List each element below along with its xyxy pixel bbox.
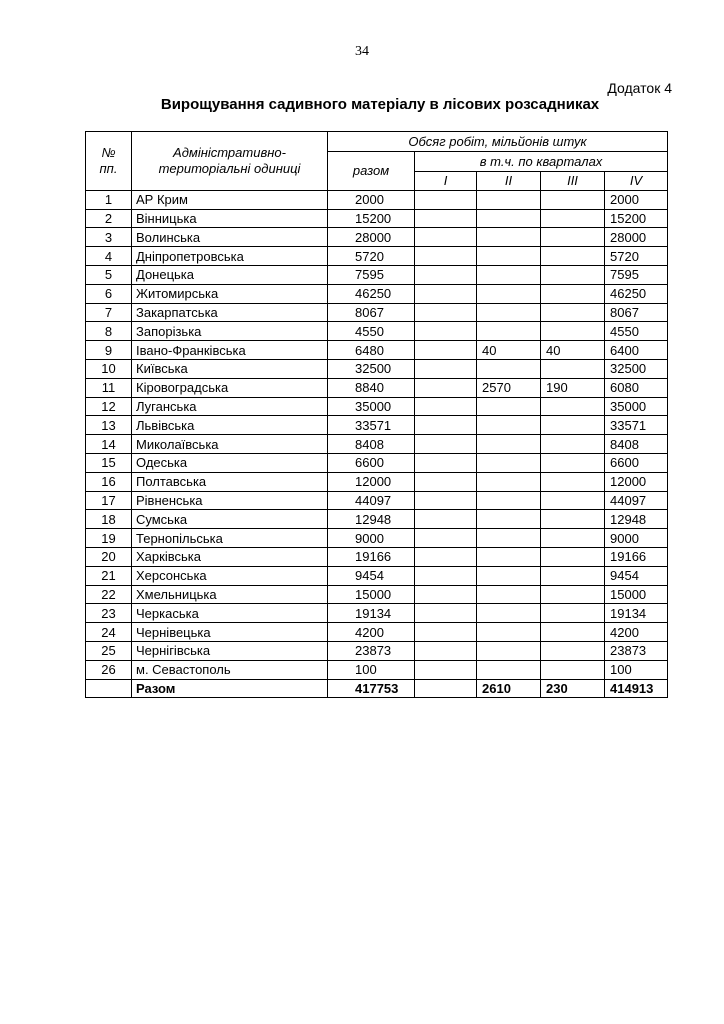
table-row: [86, 547, 668, 566]
cell-q2: [477, 416, 541, 435]
cell-q1: [415, 510, 477, 529]
cell-num: 17: [86, 491, 132, 510]
cell-q2: [477, 660, 541, 679]
cell-region: Сумська: [132, 510, 328, 529]
cell-q4: 33571: [605, 416, 668, 435]
cell-q2: [477, 209, 541, 228]
appendix-label: Додаток 4: [607, 80, 672, 96]
header-q4: IV: [605, 172, 668, 191]
table-row: [86, 359, 668, 378]
table-row: [86, 453, 668, 472]
cell-q3: [541, 322, 605, 341]
cell-q3: [541, 641, 605, 660]
table-row: [86, 623, 668, 642]
cell-q2: [477, 510, 541, 529]
cell-q4: 8408: [605, 435, 668, 454]
cell-total: 4550: [328, 322, 415, 341]
cell-q3: [541, 435, 605, 454]
cell-q1: [415, 435, 477, 454]
cell-q3: [541, 416, 605, 435]
document-title: Вирощування садивного матеріалу в лісових розсадниках: [160, 96, 600, 113]
cell-region: АР Крим: [132, 190, 328, 209]
header-volume: Обсяг робіт, мільйонів штук: [328, 132, 668, 152]
cell-region: Тернопільська: [132, 529, 328, 548]
cell-q3: [541, 585, 605, 604]
cell-num: 3: [86, 228, 132, 247]
cell-q4: 100: [605, 660, 668, 679]
cell-q3: [541, 660, 605, 679]
cell-num: 14: [86, 435, 132, 454]
cell-q3: [541, 209, 605, 228]
cell-q2: [477, 585, 541, 604]
cell-region: Разом: [132, 679, 328, 698]
cell-q4: 5720: [605, 247, 668, 266]
cell-total: 35000: [328, 397, 415, 416]
cell-q1: [415, 566, 477, 585]
cell-region: Рівненська: [132, 491, 328, 510]
cell-q2: [477, 284, 541, 303]
cell-q1: [415, 641, 477, 660]
cell-q2: [477, 529, 541, 548]
cell-region: Донецька: [132, 265, 328, 284]
cell-total: 46250: [328, 284, 415, 303]
table-row: [86, 604, 668, 623]
cell-q3: [541, 190, 605, 209]
table-row: [86, 566, 668, 585]
cell-q3: [541, 510, 605, 529]
header-num: № пп.: [86, 132, 132, 191]
cell-q1: [415, 284, 477, 303]
table-row: [86, 585, 668, 604]
cell-total: 8067: [328, 303, 415, 322]
cell-region: Запорізька: [132, 322, 328, 341]
cell-total: 33571: [328, 416, 415, 435]
cell-q3: [541, 623, 605, 642]
cell-q3: 190: [541, 378, 605, 397]
cell-q1: [415, 585, 477, 604]
header-total: разом: [328, 152, 415, 191]
cell-q4: 19166: [605, 547, 668, 566]
cell-num: 22: [86, 585, 132, 604]
table-body: [86, 190, 668, 698]
cell-q2: [477, 435, 541, 454]
cell-q2: [477, 623, 541, 642]
cell-num: 13: [86, 416, 132, 435]
cell-q1: [415, 359, 477, 378]
cell-total: 100: [328, 660, 415, 679]
cell-region: м. Севастополь: [132, 660, 328, 679]
cell-num: [86, 679, 132, 698]
cell-region: Миколаївська: [132, 435, 328, 454]
cell-q4: 15200: [605, 209, 668, 228]
cell-num: 8: [86, 322, 132, 341]
cell-q1: [415, 303, 477, 322]
cell-q4: 15000: [605, 585, 668, 604]
table-row: [86, 247, 668, 266]
cell-total: 7595: [328, 265, 415, 284]
table-row: [86, 265, 668, 284]
cell-q2: [477, 303, 541, 322]
cell-q1: [415, 472, 477, 491]
cell-num: 4: [86, 247, 132, 266]
cell-num: 7: [86, 303, 132, 322]
cell-total: 8408: [328, 435, 415, 454]
cell-total: 9454: [328, 566, 415, 585]
cell-q1: [415, 679, 477, 698]
cell-total: 44097: [328, 491, 415, 510]
cell-total: 8840: [328, 378, 415, 397]
cell-q4: 6600: [605, 453, 668, 472]
cell-num: 9: [86, 341, 132, 360]
cell-region: Полтавська: [132, 472, 328, 491]
data-table: [85, 131, 668, 698]
cell-q4: 9454: [605, 566, 668, 585]
cell-q3: [541, 491, 605, 510]
cell-q2: 40: [477, 341, 541, 360]
table-row: [86, 284, 668, 303]
cell-num: 24: [86, 623, 132, 642]
cell-total: 12948: [328, 510, 415, 529]
table-row: [86, 660, 668, 679]
cell-num: 15: [86, 453, 132, 472]
cell-q4: 12000: [605, 472, 668, 491]
cell-q2: [477, 453, 541, 472]
cell-region: Одеська: [132, 453, 328, 472]
cell-q3: [541, 359, 605, 378]
cell-q3: 40: [541, 341, 605, 360]
cell-region: Чернігівська: [132, 641, 328, 660]
cell-q2: [477, 228, 541, 247]
summary-row: [86, 679, 668, 698]
cell-total: 2000: [328, 190, 415, 209]
table-row: [86, 397, 668, 416]
cell-q1: [415, 228, 477, 247]
header-q3: III: [541, 172, 605, 191]
cell-total: 28000: [328, 228, 415, 247]
cell-num: 20: [86, 547, 132, 566]
cell-total: 5720: [328, 247, 415, 266]
cell-total: 32500: [328, 359, 415, 378]
cell-q1: [415, 265, 477, 284]
cell-q2: [477, 397, 541, 416]
cell-q3: [541, 397, 605, 416]
cell-num: 18: [86, 510, 132, 529]
cell-q1: [415, 529, 477, 548]
table-row: [86, 529, 668, 548]
cell-total: 23873: [328, 641, 415, 660]
cell-region: Чернівецька: [132, 623, 328, 642]
cell-q2: 2570: [477, 378, 541, 397]
cell-region: Київська: [132, 359, 328, 378]
cell-q2: [477, 547, 541, 566]
cell-region: Луганська: [132, 397, 328, 416]
cell-region: Черкаська: [132, 604, 328, 623]
cell-q2: [477, 190, 541, 209]
cell-num: 23: [86, 604, 132, 623]
cell-num: 12: [86, 397, 132, 416]
cell-region: Вінницька: [132, 209, 328, 228]
cell-region: Івано-Франківська: [132, 341, 328, 360]
cell-num: 25: [86, 641, 132, 660]
cell-num: 16: [86, 472, 132, 491]
cell-q3: 230: [541, 679, 605, 698]
cell-num: 1: [86, 190, 132, 209]
table-row: [86, 472, 668, 491]
cell-total: 6480: [328, 341, 415, 360]
cell-q4: 414913: [605, 679, 668, 698]
table-row: [86, 228, 668, 247]
cell-total: 19134: [328, 604, 415, 623]
cell-q1: [415, 547, 477, 566]
cell-q1: [415, 247, 477, 266]
header-q1: I: [415, 172, 477, 191]
cell-num: 2: [86, 209, 132, 228]
cell-q2: 2610: [477, 679, 541, 698]
cell-q2: [477, 265, 541, 284]
cell-total: 12000: [328, 472, 415, 491]
table-row: [86, 416, 668, 435]
cell-q2: [477, 604, 541, 623]
cell-q2: [477, 472, 541, 491]
cell-q1: [415, 322, 477, 341]
cell-q1: [415, 378, 477, 397]
cell-q3: [541, 547, 605, 566]
cell-q4: 12948: [605, 510, 668, 529]
cell-q3: [541, 284, 605, 303]
cell-q4: 8067: [605, 303, 668, 322]
cell-region: Дніпропетровська: [132, 247, 328, 266]
cell-q1: [415, 604, 477, 623]
table-row: [86, 303, 668, 322]
table-row: [86, 435, 668, 454]
cell-num: 5: [86, 265, 132, 284]
cell-q1: [415, 190, 477, 209]
cell-region: Волинська: [132, 228, 328, 247]
cell-q3: [541, 303, 605, 322]
cell-q4: 19134: [605, 604, 668, 623]
cell-total: 9000: [328, 529, 415, 548]
cell-q4: 4200: [605, 623, 668, 642]
cell-num: 6: [86, 284, 132, 303]
cell-q4: 6080: [605, 378, 668, 397]
cell-num: 21: [86, 566, 132, 585]
cell-region: Херсонська: [132, 566, 328, 585]
cell-total: 19166: [328, 547, 415, 566]
cell-total: 6600: [328, 453, 415, 472]
cell-q4: 46250: [605, 284, 668, 303]
cell-q1: [415, 397, 477, 416]
cell-q4: 4550: [605, 322, 668, 341]
cell-q3: [541, 247, 605, 266]
cell-region: Харківська: [132, 547, 328, 566]
cell-q2: [477, 247, 541, 266]
cell-q4: 23873: [605, 641, 668, 660]
cell-q3: [541, 566, 605, 585]
cell-q2: [477, 641, 541, 660]
cell-total: 417753: [328, 679, 415, 698]
cell-q4: 6400: [605, 341, 668, 360]
table-row: [86, 209, 668, 228]
cell-q1: [415, 491, 477, 510]
cell-q2: [477, 322, 541, 341]
cell-q1: [415, 341, 477, 360]
cell-q4: 32500: [605, 359, 668, 378]
cell-q2: [477, 491, 541, 510]
cell-q3: [541, 472, 605, 491]
cell-total: 15200: [328, 209, 415, 228]
cell-region: Львівська: [132, 416, 328, 435]
table-row: [86, 641, 668, 660]
cell-total: 4200: [328, 623, 415, 642]
cell-q1: [415, 660, 477, 679]
cell-q3: [541, 228, 605, 247]
cell-q1: [415, 623, 477, 642]
cell-q3: [541, 529, 605, 548]
header-quarters-group: в т.ч. по кварталах: [415, 152, 668, 172]
table-row: [86, 190, 668, 209]
cell-q4: 28000: [605, 228, 668, 247]
cell-num: 10: [86, 359, 132, 378]
cell-region: Кіровоградська: [132, 378, 328, 397]
cell-q3: [541, 604, 605, 623]
cell-q2: [477, 566, 541, 585]
table-row: [86, 491, 668, 510]
cell-region: Хмельницька: [132, 585, 328, 604]
cell-q2: [477, 359, 541, 378]
cell-region: Закарпатська: [132, 303, 328, 322]
cell-q4: 2000: [605, 190, 668, 209]
header-q2: II: [477, 172, 541, 191]
cell-q4: 44097: [605, 491, 668, 510]
cell-q1: [415, 453, 477, 472]
header-region: Адміністративно-територіальні одиниці: [132, 132, 328, 191]
cell-q4: 7595: [605, 265, 668, 284]
cell-q3: [541, 265, 605, 284]
cell-num: 19: [86, 529, 132, 548]
page-number: 34: [355, 44, 369, 59]
cell-region: Житомирська: [132, 284, 328, 303]
cell-q1: [415, 209, 477, 228]
cell-q4: 35000: [605, 397, 668, 416]
cell-q1: [415, 416, 477, 435]
table-row: [86, 341, 668, 360]
cell-q3: [541, 453, 605, 472]
table-row: [86, 378, 668, 397]
cell-q4: 9000: [605, 529, 668, 548]
table-row: [86, 510, 668, 529]
cell-num: 11: [86, 378, 132, 397]
cell-total: 15000: [328, 585, 415, 604]
table-row: [86, 322, 668, 341]
cell-num: 26: [86, 660, 132, 679]
